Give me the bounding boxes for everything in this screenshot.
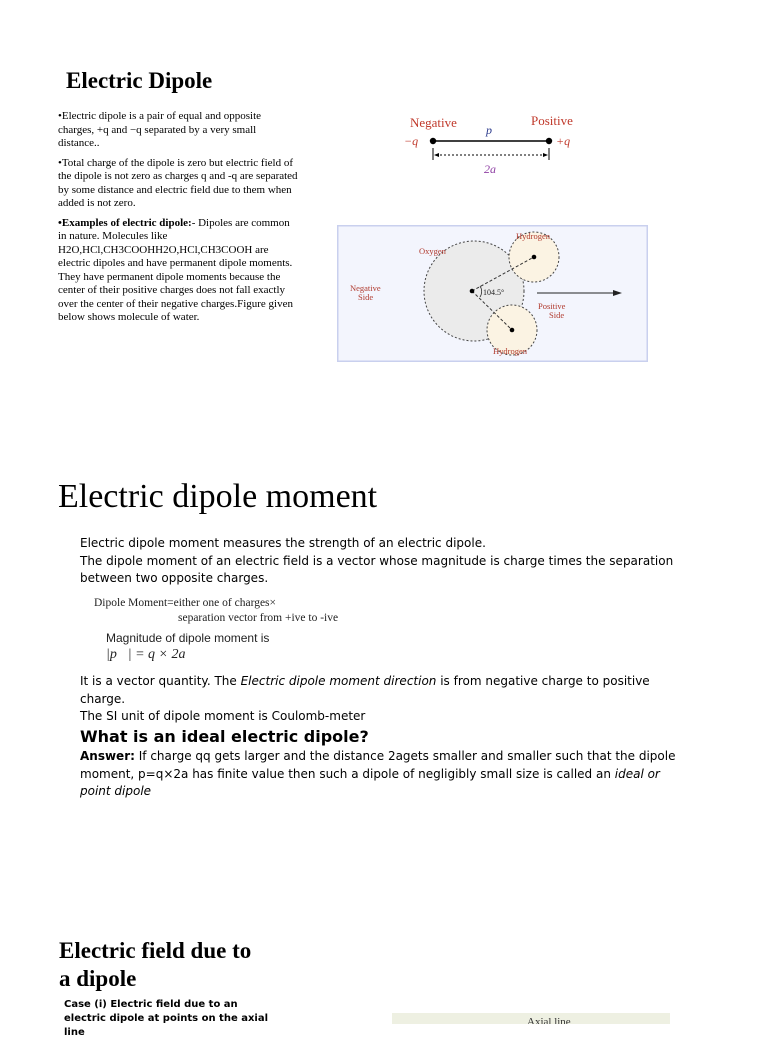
answer-paragraph — [80, 748, 680, 801]
bond-angle-label: 104.5° — [483, 288, 505, 297]
section1-title: Electric Dipole — [66, 68, 213, 93]
positive-side-label: Positive Side — [538, 301, 566, 320]
section1-para3 — [58, 217, 298, 325]
section3-title-line2: a dipole — [59, 966, 137, 991]
intro-line1: Electric dipole moment measures the strength of an electric dipole. — [80, 536, 486, 550]
pos-charge-label: +q — [556, 134, 571, 148]
negative-label: Negative — [410, 115, 457, 130]
answer-label: Answer: — [80, 749, 135, 763]
section1-body — [58, 110, 298, 331]
case1-heading: Case (i) Electric field due to an electric dipole at points on the axial line — [64, 999, 269, 1038]
oxygen-center — [470, 289, 475, 294]
hydrogen-bottom-label: Hydrogen — [493, 346, 527, 356]
oxygen-label: Oxygen — [419, 246, 446, 256]
magnitude-heading: Magnitude of dipole moment is — [106, 631, 270, 645]
section1-para1: •Electric dipole is a pair of equal and opposite charges, +q and −q separated by a very small distance.. — [58, 110, 262, 149]
magnitude-formula: |p⃗| = q × 2a — [106, 647, 186, 662]
negative-charge-dot — [430, 138, 436, 144]
formula-line1: Dipole Moment=either one of charges× — [94, 597, 277, 609]
p-vector-label: p⃗ — [486, 123, 502, 137]
direction-post: is from negative charge to positive charge. — [80, 674, 650, 706]
separation-arrow-right — [543, 153, 548, 157]
ideal-dipole-question: What is an ideal electric dipole? — [80, 727, 369, 746]
direction-pre: It is a vector quantity. The — [80, 674, 241, 688]
si-unit-line: The SI unit of dipole moment is Coulomb-meter — [80, 709, 366, 723]
section3-title-line1: Electric field due to — [59, 938, 252, 963]
hydrogen-top-center — [532, 255, 537, 260]
negative-side-label: Negative Side — [350, 283, 381, 302]
ideal-dipole-answer — [80, 748, 680, 801]
water-molecule-diagram — [337, 225, 648, 362]
hydrogen-bottom-center — [510, 328, 515, 333]
neg-charge-label: −q — [404, 134, 419, 148]
vector-quantity-text — [80, 673, 680, 726]
section1-para2: •Total charge of the dipole is zero but electric field of the dipole is not zero as charges q and -q are separated by some distance and electric field due to them when added is not zero. — [58, 156, 298, 209]
axial-line-figure — [392, 1013, 670, 1024]
intro-line2: The dipole moment of an electric field is a vector whose magnitude is charge times the separation between two opposite charges. — [80, 553, 674, 585]
formula-line2: separation vector from +ive to -ive — [178, 612, 339, 624]
dipole-moment-intro — [80, 535, 680, 588]
hydrogen-top-label: Hydrogen — [516, 231, 550, 241]
section3-title — [59, 937, 251, 993]
examples-text: - Dipoles are common in nature. Molecules like H2O,HCl,CH3COOHH2O,HCl,CH3COOH are electric dipoles and have permanent dipole moments. They have permanent dipole moments because the center of their positive charges does not fall exactly over the center of their negative charges.Figure given below shows molecule of water. — [58, 216, 293, 323]
positive-label: Positive — [531, 113, 573, 128]
direction-line — [80, 673, 680, 708]
answer-text: If charge qq gets larger and the distance 2agets smaller and smaller such that the dipole moment, p=q×2a has finite value then such a dipole of negligibly small size is called an — [80, 749, 676, 781]
positive-charge-dot — [546, 138, 552, 144]
axial-line-label: Axial line — [527, 1016, 571, 1024]
dipole-diagram — [398, 108, 598, 180]
direction-italic: Electric dipole moment direction — [240, 674, 437, 688]
separation-label: 2a — [484, 162, 496, 176]
examples-label: •Examples of electric dipole: — [58, 216, 192, 229]
section2-title: Electric dipole moment — [58, 478, 378, 515]
answer-italic: ideal or point dipole — [80, 766, 660, 798]
separation-arrow-left — [434, 153, 439, 157]
